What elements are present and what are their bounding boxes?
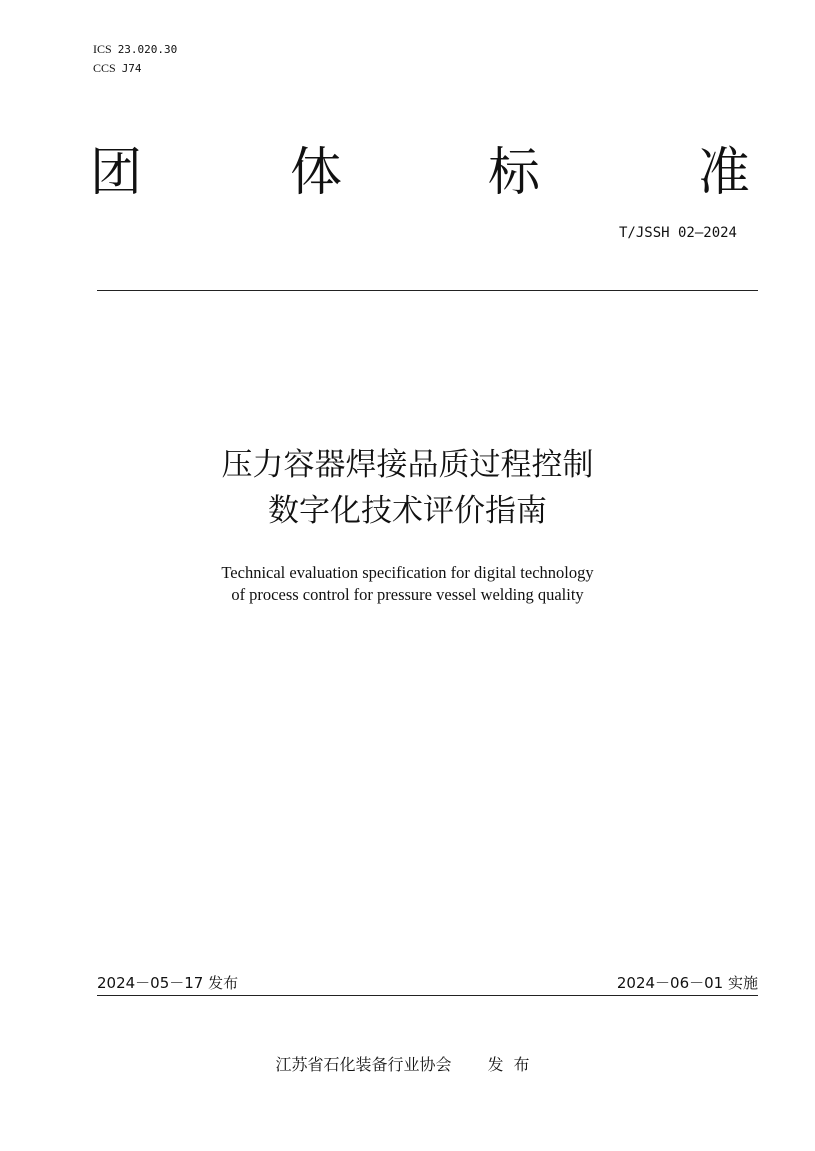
title-cn-line: 压力容器焊接品质过程控制 bbox=[221, 447, 594, 483]
standard-type-char: 团 bbox=[90, 143, 143, 203]
title-cn-line: 数字化技术评价指南 bbox=[268, 493, 547, 529]
ics-code-row bbox=[93, 40, 177, 59]
implementation-date: 2024－06－01 实施 bbox=[616, 974, 758, 992]
header-divider bbox=[97, 290, 758, 291]
standard-number: T/JSSH 02—2024 bbox=[618, 225, 737, 241]
ics-value: 23.020.30 bbox=[117, 43, 178, 56]
standard-type-heading bbox=[90, 138, 750, 208]
publisher-line bbox=[0, 1052, 815, 1075]
document-title-cn bbox=[0, 442, 815, 534]
ccs-label: CCS bbox=[93, 61, 116, 75]
ccs-value: J74 bbox=[121, 62, 142, 75]
standard-type-char: 标 bbox=[488, 143, 541, 203]
ccs-code-row bbox=[93, 59, 177, 78]
publish-date: 2024－05－17 发布 bbox=[97, 974, 239, 992]
ics-label: ICS bbox=[93, 42, 112, 56]
classification-codes bbox=[93, 40, 177, 78]
standard-type-char: 体 bbox=[290, 143, 343, 203]
title-en-line: Technical evaluation specification for digital technology bbox=[221, 563, 594, 582]
title-en-line: of process control for pressure vessel welding quality bbox=[231, 585, 584, 604]
document-title-en bbox=[0, 562, 815, 606]
publisher-action: 发布 bbox=[487, 1055, 540, 1074]
standard-type-char: 准 bbox=[697, 143, 750, 203]
publisher-org: 江苏省石化装备行业协会 bbox=[275, 1055, 452, 1074]
footer-divider bbox=[97, 995, 758, 996]
